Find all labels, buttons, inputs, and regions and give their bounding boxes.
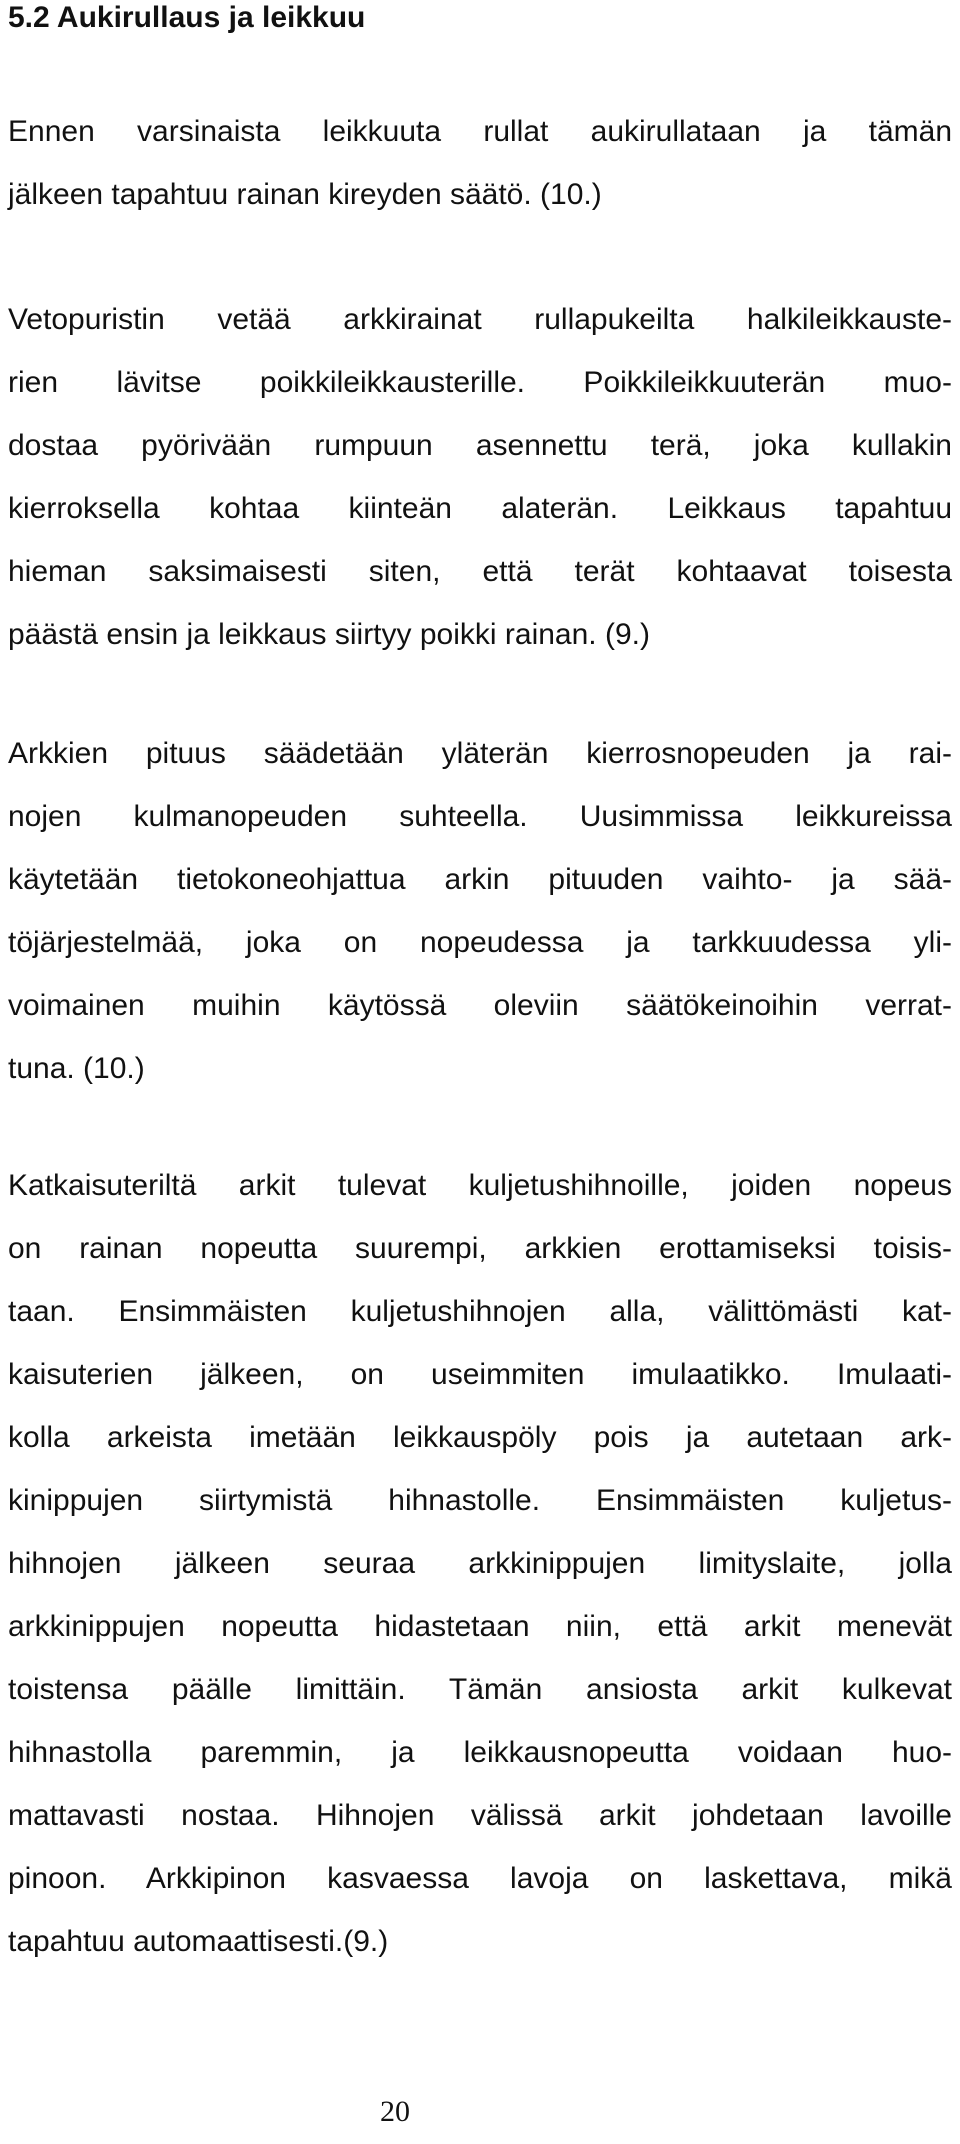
paragraph-line: tuna. (10.) [8, 1052, 145, 1085]
paragraph-line: Arkkien pituus säädetään yläterän kierrosnopeuden ja rai- [8, 737, 952, 770]
paragraph-cutting-process [8, 288, 952, 666]
paragraph-line: hihnastolla paremmin, ja leikkausnopeutta voidaan huo- [8, 1736, 952, 1769]
paragraph-line: mattavasti nostaa. Hihnojen välissä arkit johdetaan lavoille [8, 1799, 952, 1832]
page-number: 20 [380, 2095, 410, 2128]
paragraph-line: kierroksella kohtaa kiinteän alaterän. Leikkaus tapahtuu [8, 492, 952, 525]
paragraph-line: hihnojen jälkeen seuraa arkkinippujen limityslaite, jolla [8, 1547, 952, 1580]
paragraph-line: Ennen varsinaista leikkuuta rullat aukirullataan ja tämän [8, 115, 952, 148]
paragraph-line: Katkaisuteriltä arkit tulevat kuljetushihnoille, joiden nopeus [8, 1169, 952, 1202]
paragraph-line: voimainen muihin käytössä oleviin säätökeinoihin verrat- [8, 989, 952, 1022]
paragraph-conveyor-belts [8, 1154, 952, 1973]
paragraph-line: Vetopuristin vetää arkkirainat rullapukeilta halkileikkauste- [8, 303, 952, 336]
paragraph-line: arkkinippujen nopeutta hidastetaan niin, että arkit menevät [8, 1610, 952, 1643]
paragraph-line: töjärjestelmää, joka on nopeudessa ja tarkkuudessa yli- [8, 926, 952, 959]
paragraph-line: tapahtuu automaattisesti.(9.) [8, 1925, 389, 1958]
paragraph-line: hieman saksimaisesti siten, että terät kohtaavat toisesta [8, 555, 952, 588]
paragraph-line: päästä ensin ja leikkaus siirtyy poikki rainan. (9.) [8, 618, 650, 651]
paragraph-line: toistensa päälle limittäin. Tämän ansiosta arkit kulkevat [8, 1673, 952, 1706]
paragraph-line: kaisuterien jälkeen, on useimmiten imulaatikko. Imulaati- [8, 1358, 952, 1391]
paragraph-line: jälkeen tapahtuu rainan kireyden säätö. (10.) [8, 178, 602, 211]
paragraph-line: taan. Ensimmäisten kuljetushihnojen alla, välittömästi kat- [8, 1295, 952, 1328]
paragraph-line: nojen kulmanopeuden suhteella. Uusimmissa leikkureissa [8, 800, 952, 833]
paragraph-line: on rainan nopeutta suurempi, arkkien erottamiseksi toisis- [8, 1232, 952, 1265]
paragraph-sheet-length [8, 722, 952, 1100]
paragraph-line: kinippujen siirtymistä hihnastolle. Ensimmäisten kuljetus- [8, 1484, 952, 1517]
paragraph-line: rien lävitse poikkileikkausterille. Poikkileikkuuterän muo- [8, 366, 952, 399]
paragraph-line: dostaa pyörivään rumpuun asennettu terä, joka kullakin [8, 429, 952, 462]
paragraph-line: pinoon. Arkkipinon kasvaessa lavoja on laskettava, mikä [8, 1862, 952, 1895]
section-heading: 5.2 Aukirullaus ja leikkuu [8, 1, 366, 34]
paragraph-line: kolla arkeista imetään leikkauspöly pois ja autetaan ark- [8, 1421, 952, 1454]
paragraph-unrolling-intro [8, 100, 952, 226]
paragraph-line: käytetään tietokoneohjattua arkin pituuden vaihto- ja sää- [8, 863, 952, 896]
